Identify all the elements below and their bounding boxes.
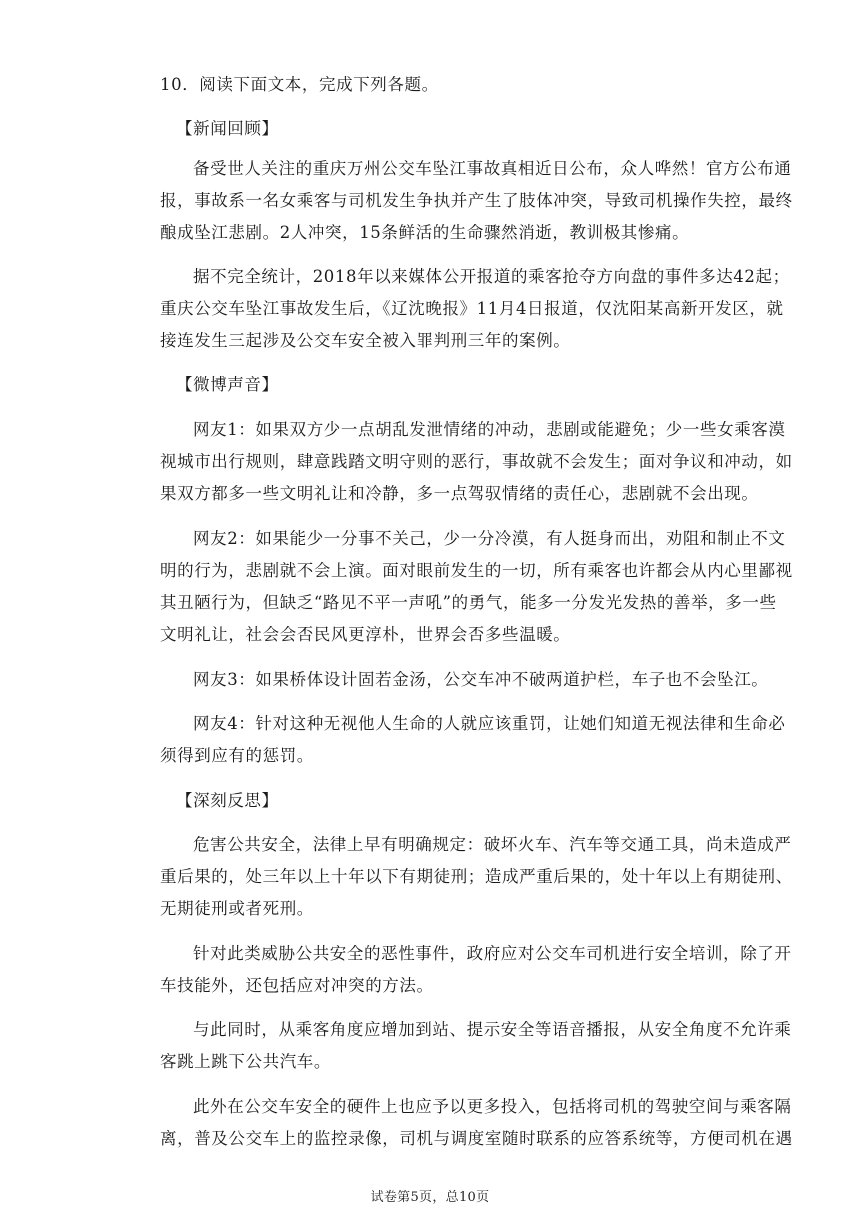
text-line: 报，事故系一名女乘客与司机发生争执并产生了肢体冲突，导致司机操作失控，最终 (160, 191, 793, 210)
section-heading-reflection: 【深刻反思】 (176, 791, 279, 810)
text-line: 无期徒刑或者死刑。 (160, 899, 314, 918)
text-line: 果双方都多一些文明礼让和冷静，多一点驾驭情绪的责任心，悲剧就不会出现。 (160, 484, 759, 503)
text-line: 重后果的，处三年以上十年以下有期徒刑；造成严重后果的，处十年以上有期徒刑、 (160, 867, 793, 886)
text-line: 离，普及公交车上的监控录像，司机与调度室随时联系的应答系统等，方便司机在遇 (160, 1129, 793, 1148)
text-line: 与此同时，从乘客角度应增加到站、提示安全等语音播报，从安全角度不允许乘 (193, 1020, 792, 1039)
text-line: 酿成坠江悲剧。2人冲突，15条鲜活的生命骤然消逝，教训极其惨痛。 (160, 223, 690, 242)
text-line: 网友1：如果双方少一点胡乱发泄情绪的冲动，悲剧或能避免；少一些女乘客漠 (193, 420, 786, 439)
section-heading-news-review: 【新闻回顾】 (176, 119, 279, 138)
question-prompt: 10．阅读下面文本，完成下列各题。 (160, 75, 439, 94)
text-line: 车技能外，还包括应对冲突的方法。 (160, 976, 434, 995)
text-line: 备受世人关注的重庆万州公交车坠江事故真相近日公布，众人哗然！官方公布通 (193, 159, 792, 178)
text-line: 据不完全统计，2018年以来媒体公开报道的乘客抢夺方向盘的事件多达42起； (193, 267, 790, 286)
text-line: 网友2：如果能少一分事不关己，少一分冷漠，有人挺身而出，劝阻和制止不文 (193, 529, 786, 548)
text-line: 网友3：如果桥体设计固若金汤，公交车冲不破两道护栏，车子也不会坠江。 (193, 670, 769, 689)
text-line: 接连发生三起涉及公交车安全被入罪判刑三年的案例。 (160, 331, 571, 350)
text-line: 重庆公交车坠江事故发生后，《辽沈晚报》11月4日报道，仅沈阳某高新开发区，就 (160, 299, 784, 318)
section-heading-weibo-voices: 【微博声音】 (176, 375, 279, 394)
text-line: 须得到应有的惩罚。 (160, 746, 314, 765)
text-line: 此外在公交车安全的硬件上也应予以更多投入，包括将司机的驾驶空间与乘客隔 (193, 1097, 792, 1116)
text-line: 其丑陋行为，但缺乏“路见不平一声吼”的勇气，能多一分发光发热的善举，多一些 (160, 593, 777, 612)
text-line: 针对此类威胁公共安全的恶性事件，政府应对公交车司机进行安全培训，除了开 (193, 944, 792, 963)
text-line: 明的行为，悲剧就不会上演。面对眼前发生的一切，所有乘客也许都会从内心里鄙视 (160, 561, 793, 580)
text-line: 文明礼让，社会会否民风更淳朴，世界会否多些温暖。 (160, 625, 571, 644)
text-line: 客跳上跳下公共汽车。 (160, 1052, 331, 1071)
text-line: 网友4：针对这种无视他人生命的人就应该重罚，让她们知道无视法律和生命必 (193, 714, 786, 733)
text-line: 危害公共安全，法律上早有明确规定：破坏火车、汽车等交通工具，尚未造成严 (193, 835, 792, 854)
text-line: 视城市出行规则，肆意践踏文明守则的恶行，事故就不会发生；面对争议和冲动，如 (160, 452, 793, 471)
page-footer: 试卷第5页，总10页 (370, 1190, 490, 1205)
